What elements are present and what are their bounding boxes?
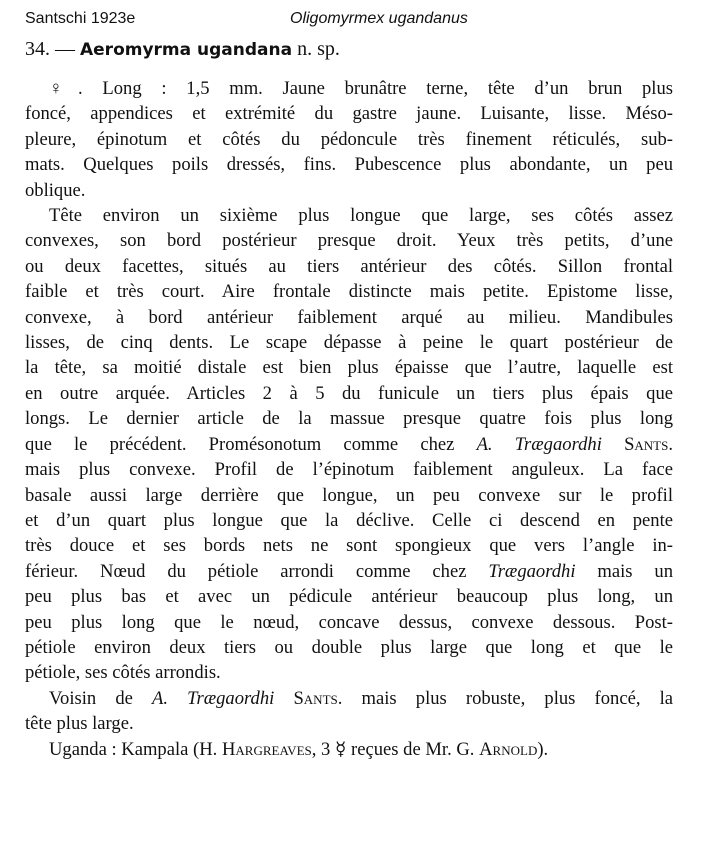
text-line: pleure, épinotum et côtés du pédoncule très finement réticulés, sub-	[25, 128, 673, 150]
text-line: foncé, appendices et extrémité du gastre jaune. Luisante, lisse. Méso-	[25, 103, 673, 125]
collector-name: Hargreaves	[221, 738, 312, 760]
taxon-name: A. Trægaordhi	[476, 433, 602, 455]
text-line: ou deux facettes, situés au tiers antérieur des côtés. Sillon frontal	[25, 255, 673, 277]
text-line: basale aussi large derrière que longue, un peu convexe sur le profil	[25, 484, 673, 506]
taxon-name: Trægaordhi	[488, 560, 576, 582]
text-segment: que le précédent. Promésonotum comme chez	[25, 433, 455, 455]
species-title	[25, 36, 340, 63]
text-line: longs. Le dernier article de la massue presque quatre fois plus long	[25, 408, 673, 430]
text-line: convexe, à bord antérieur faiblement arqué au milieu. Mandibules	[25, 306, 673, 328]
species-number: 34.	[25, 38, 50, 60]
text-line: ♀. Long : 1,5 mm. Jaune brunâtre terne, tête d’un brun plus	[49, 78, 673, 99]
text-line: mats. Quelques poils dressés, fins. Pubescence plus abondante, un peu	[25, 154, 673, 176]
text-segment: mais plus robuste, plus foncé, la	[361, 687, 674, 709]
text-segment: mais un	[597, 560, 673, 582]
taxon-name: A. Trægaordhi	[152, 687, 275, 709]
text-line: Tête environ un sixième plus longue que large, ses côtés assez	[49, 205, 673, 227]
text-segment: Uganda : Kampala (H.	[49, 738, 218, 760]
text-line: et d’un quart plus longue que la déclive. Celle ci descend en pente	[25, 509, 673, 531]
text-line: faible et très court. Aire frontale distincte mais petite. Epistome lisse,	[25, 281, 673, 303]
text-line: oblique.	[25, 179, 86, 201]
taxon-header: Oligomyrmex ugandanus	[290, 10, 468, 27]
author-name: Sants.	[624, 433, 673, 455]
text-segment: , 3 ☿ reçues de Mr. G.	[311, 738, 475, 760]
species-status: n. sp.	[297, 38, 340, 60]
donor-name: Arnold	[479, 738, 538, 760]
species-name: Aeromyrma ugandana	[80, 40, 293, 60]
text-line: très douce et ses bords nets ne sont spongieux que vers l’angle in-	[25, 535, 673, 557]
text-line: en outre arquée. Articles 2 à 5 du funicule un tiers plus épais que	[25, 382, 673, 404]
citation-header: Santschi 1923e	[25, 10, 136, 27]
description-body	[25, 76, 673, 762]
text-segment: ).	[537, 738, 549, 760]
text-line: pétiole, ses côtés arrondis.	[25, 662, 221, 684]
text-line: lisses, de cinq dents. Le scape dépasse à peine le quart postérieur de	[25, 332, 673, 354]
text-line: convexes, son bord postérieur presque droit. Yeux très petits, d’une	[25, 230, 673, 252]
text-line: peu plus long que le nœud, concave dessus, convexe dessous. Post-	[25, 611, 673, 633]
text-line	[25, 737, 673, 762]
title-dash: —	[55, 38, 75, 60]
text-line: pétiole environ deux tiers ou double plus large que long et que le	[25, 636, 673, 658]
text-segment: Voisin de	[49, 687, 133, 709]
text-line	[25, 559, 673, 584]
text-line: peu plus bas et avec un pédicule antérieur beaucoup plus long, un	[25, 586, 673, 608]
text-line: mais plus convexe. Profil de l’épinotum faiblement anguleux. La face	[25, 459, 673, 481]
text-segment: férieur. Nœud du pétiole arrondi comme chez	[25, 560, 467, 582]
author-name: Sants.	[293, 687, 343, 709]
text-line: tête plus large.	[25, 713, 134, 735]
text-line: la tête, sa moitié distale est bien plus épaisse que l’autre, laquelle est	[25, 357, 673, 379]
text-line	[25, 432, 673, 457]
text-line	[25, 686, 673, 711]
